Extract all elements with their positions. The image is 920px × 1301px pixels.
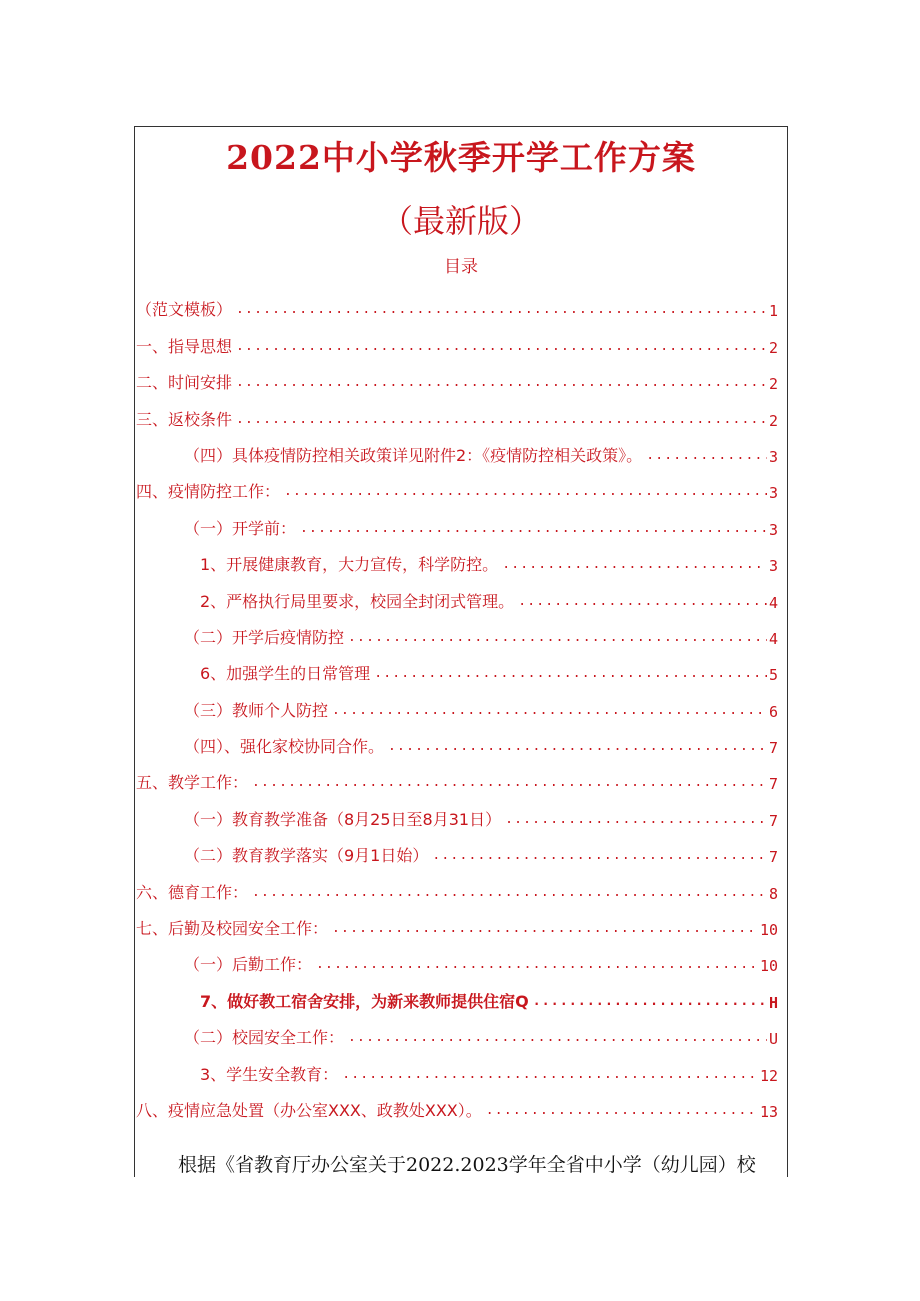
toc-leader-dots bbox=[252, 775, 767, 790]
toc-entry-label: （二）教育教学落实（9月1日始） bbox=[184, 846, 429, 866]
toc-entry[interactable] bbox=[136, 612, 778, 648]
toc-leader-dots bbox=[533, 994, 767, 1009]
toc-page-number: 10 bbox=[759, 957, 778, 976]
toc-leader-dots bbox=[518, 594, 767, 609]
toc-leader-dots bbox=[388, 739, 767, 754]
toc-entry[interactable] bbox=[136, 466, 778, 502]
toc-page-number: 7 bbox=[768, 739, 778, 758]
toc-entry[interactable] bbox=[136, 793, 778, 829]
toc-entry-label: 四、疫情防控工作： bbox=[136, 482, 281, 502]
toc-leader-dots bbox=[374, 666, 767, 681]
toc-entry[interactable] bbox=[136, 1048, 778, 1084]
toc-entry[interactable] bbox=[136, 1085, 778, 1121]
toc-leader-dots bbox=[502, 557, 767, 572]
toc-leader-dots bbox=[316, 957, 758, 972]
toc-entry-label: （四）具体疫情防控相关政策详见附件2：《疫情防控相关政策》。 bbox=[184, 445, 643, 465]
toc-leader-dots bbox=[348, 1030, 767, 1045]
toc-entry[interactable] bbox=[136, 320, 778, 356]
toc-leader-dots bbox=[332, 703, 767, 718]
toc-page-number: 1 bbox=[768, 302, 778, 321]
toc-entry-label: 1、开展健康教育，大力宣传，科学防控。 bbox=[200, 555, 499, 575]
toc-entry-label: 八、疫情应急处置（办公室XXX、政教处XXX）。 bbox=[136, 1100, 482, 1120]
toc-leader-dots bbox=[252, 885, 767, 900]
document-subtitle: （最新版） bbox=[380, 202, 541, 240]
toc-entry[interactable] bbox=[136, 866, 778, 902]
toc-page-number: 3 bbox=[768, 447, 778, 466]
toc-leader-dots bbox=[300, 521, 767, 536]
toc-page-number: 7 bbox=[768, 775, 778, 794]
toc-leader-dots bbox=[332, 921, 758, 936]
toc-entry-label: 三、返校条件 bbox=[136, 409, 233, 429]
toc-entry[interactable] bbox=[136, 684, 778, 720]
toc-entry-label: （一）后勤工作： bbox=[184, 955, 313, 975]
toc-entry-label: 3、学生安全教育： bbox=[200, 1064, 339, 1084]
toc-entry-label: 六、德育工作： bbox=[136, 882, 249, 902]
toc-page-number: H bbox=[768, 993, 778, 1012]
toc-entry-label: 6、加强学生的日常管理 bbox=[200, 664, 371, 684]
toc-entry-label: 七、后勤及校园安全工作： bbox=[136, 919, 329, 939]
toc-heading: 目录 bbox=[444, 257, 478, 277]
toc-entry[interactable] bbox=[136, 539, 778, 575]
toc-entry-label: （三）教师个人防控 bbox=[184, 700, 329, 720]
toc-leader-dots bbox=[348, 630, 767, 645]
toc-entry[interactable] bbox=[136, 975, 778, 1011]
toc-page-number: 2 bbox=[768, 338, 778, 357]
toc-leader-dots bbox=[236, 302, 767, 317]
toc-entry[interactable] bbox=[136, 1012, 778, 1048]
toc-page-number: 2 bbox=[768, 375, 778, 394]
toc-page-number: 7 bbox=[768, 811, 778, 830]
toc-entry[interactable] bbox=[136, 575, 778, 611]
toc-leader-dots bbox=[284, 484, 767, 499]
toc-entry-label: （二）校园安全工作： bbox=[184, 1028, 345, 1048]
toc-entry-label: （一）开学前： bbox=[184, 518, 297, 538]
toc-entry-label: 7、做好教工宿舍安排，为新来教师提供住宿Q bbox=[200, 991, 529, 1011]
toc-leader-dots bbox=[236, 375, 767, 390]
document-title: 2022中小学秋季开学工作方案 bbox=[226, 138, 696, 177]
toc-entry-label: （一）教育教学准备（8月25日至8月31日） bbox=[184, 809, 502, 829]
toc-entry-label: （四）、强化家校协同合作。 bbox=[184, 737, 385, 757]
toc-page-number: 6 bbox=[768, 702, 778, 721]
toc-entry-label: 二、时间安排 bbox=[136, 373, 233, 393]
toc-page-number: U bbox=[768, 1030, 778, 1049]
toc-entry[interactable] bbox=[136, 830, 778, 866]
toc-leader-dots bbox=[646, 448, 767, 463]
toc-entry[interactable] bbox=[136, 393, 778, 429]
toc-page-number: 3 bbox=[768, 557, 778, 576]
toc-entry[interactable] bbox=[136, 430, 778, 466]
toc-page-number: 4 bbox=[768, 593, 778, 612]
toc-entry[interactable] bbox=[136, 648, 778, 684]
toc-leader-dots bbox=[236, 412, 767, 427]
toc-entry[interactable] bbox=[136, 357, 778, 393]
toc-entry[interactable] bbox=[136, 903, 778, 939]
toc-page-number: 4 bbox=[768, 629, 778, 648]
toc-page-number: 3 bbox=[768, 484, 778, 503]
toc-page-number: 12 bbox=[759, 1066, 778, 1085]
toc-entry[interactable] bbox=[136, 502, 778, 538]
toc-entry-label: （二）开学后疫情防控 bbox=[184, 627, 345, 647]
toc-page-number: 3 bbox=[768, 520, 778, 539]
toc-entry[interactable] bbox=[136, 939, 778, 975]
toc-page-number: 10 bbox=[759, 921, 778, 940]
toc-leader-dots bbox=[342, 1067, 758, 1082]
body-paragraph: 根据《省教育厅办公室关于2022.2023学年全省中小学（幼儿园）校 bbox=[178, 1154, 756, 1176]
toc-leader-dots bbox=[432, 848, 767, 863]
toc-entry-label: 2、严格执行局里要求，校园全封闭式管理。 bbox=[200, 591, 515, 611]
toc-entry[interactable] bbox=[136, 721, 778, 757]
toc-entry[interactable] bbox=[136, 284, 778, 320]
toc-entry-label: （范文模板） bbox=[136, 300, 233, 320]
toc-page-number: 2 bbox=[768, 411, 778, 430]
toc-leader-dots bbox=[505, 812, 767, 827]
toc-entry-label: 五、教学工作： bbox=[136, 773, 249, 793]
table-of-contents bbox=[136, 284, 778, 1121]
toc-page-number: 13 bbox=[759, 1102, 778, 1121]
toc-page-number: 5 bbox=[768, 666, 778, 685]
toc-page-number: 7 bbox=[768, 848, 778, 867]
toc-entry[interactable] bbox=[136, 757, 778, 793]
toc-leader-dots bbox=[486, 1103, 758, 1118]
toc-entry-label: 一、指导思想 bbox=[136, 336, 233, 356]
toc-leader-dots bbox=[236, 339, 767, 354]
toc-page-number: 8 bbox=[768, 884, 778, 903]
